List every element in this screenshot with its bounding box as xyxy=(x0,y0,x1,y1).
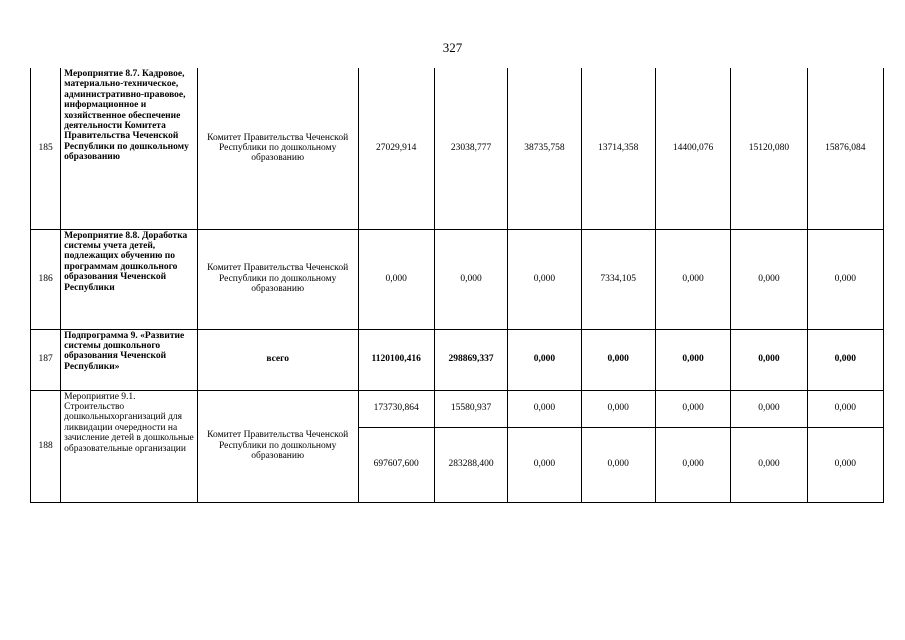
value-cell: 697607,600 xyxy=(358,427,434,502)
measure-name: Мероприятие 9.1. Строительство дошкольныхорганизаций для ликвидации очередности на зачисление детей в дошкольные образовательные организации xyxy=(61,390,198,502)
value-cell: 0,000 xyxy=(358,229,434,329)
table-row xyxy=(31,390,884,427)
table-row xyxy=(31,329,884,390)
value-cell: 27029,914 xyxy=(358,68,434,229)
value-cell: 0,000 xyxy=(655,329,730,390)
value-cell: 13714,358 xyxy=(581,68,655,229)
executor-total: всего xyxy=(197,329,358,390)
row-number: 185 xyxy=(31,68,61,229)
value-cell: 1120100,416 xyxy=(358,329,434,390)
value-cell: 0,000 xyxy=(655,390,730,427)
value-cell: 15580,937 xyxy=(434,390,507,427)
value-cell: 0,000 xyxy=(731,427,807,502)
executor: Комитет Правительства Чеченской Республики по дошкольному образованию xyxy=(197,68,358,229)
value-cell: 7334,105 xyxy=(581,229,655,329)
value-cell: 0,000 xyxy=(731,229,807,329)
executor: Комитет Правительства Чеченской Республики по дошкольному образованию xyxy=(197,390,358,502)
budget-table xyxy=(30,68,884,503)
value-cell: 0,000 xyxy=(508,229,581,329)
table-row xyxy=(31,68,884,229)
value-cell: 0,000 xyxy=(434,229,507,329)
value-cell: 15120,080 xyxy=(731,68,807,229)
table-row xyxy=(31,229,884,329)
value-cell: 0,000 xyxy=(807,427,883,502)
page-number: 327 xyxy=(442,40,463,55)
value-cell: 0,000 xyxy=(508,329,581,390)
value-cell: 15876,084 xyxy=(807,68,883,229)
value-cell: 0,000 xyxy=(655,427,730,502)
value-cell: 173730,864 xyxy=(358,390,434,427)
value-cell: 14400,076 xyxy=(655,68,730,229)
executor: Комитет Правительства Чеченской Республики по дошкольному образованию xyxy=(197,229,358,329)
value-cell: 298869,337 xyxy=(434,329,507,390)
value-cell: 38735,758 xyxy=(508,68,581,229)
value-cell: 283288,400 xyxy=(434,427,507,502)
subprogram-name: Подпрограмма 9. «Развитие системы дошкольного образования Чеченской Республики» xyxy=(61,329,198,390)
value-cell: 23038,777 xyxy=(434,68,507,229)
measure-name: Мероприятие 8.8. Доработка системы учета детей, подлежащих обучению по программам дошкольного образования Чеченской Республики xyxy=(61,229,198,329)
value-cell: 0,000 xyxy=(731,329,807,390)
value-cell: 0,000 xyxy=(807,329,883,390)
row-number: 188 xyxy=(31,390,61,502)
value-cell: 0,000 xyxy=(581,329,655,390)
value-cell: 0,000 xyxy=(508,390,581,427)
value-cell: 0,000 xyxy=(508,427,581,502)
value-cell: 0,000 xyxy=(581,427,655,502)
measure-name: Мероприятие 8.7. Кадровое, материально-техническое, административно-правовое, информационное и хозяйственное обеспечение деятельности Комитета Правительства Чеченской Республики по дошкольному образованию xyxy=(61,68,198,229)
row-number: 187 xyxy=(31,329,61,390)
value-cell: 0,000 xyxy=(655,229,730,329)
value-cell: 0,000 xyxy=(807,229,883,329)
row-number: 186 xyxy=(31,229,61,329)
value-cell: 0,000 xyxy=(807,390,883,427)
value-cell: 0,000 xyxy=(581,390,655,427)
value-cell: 0,000 xyxy=(731,390,807,427)
